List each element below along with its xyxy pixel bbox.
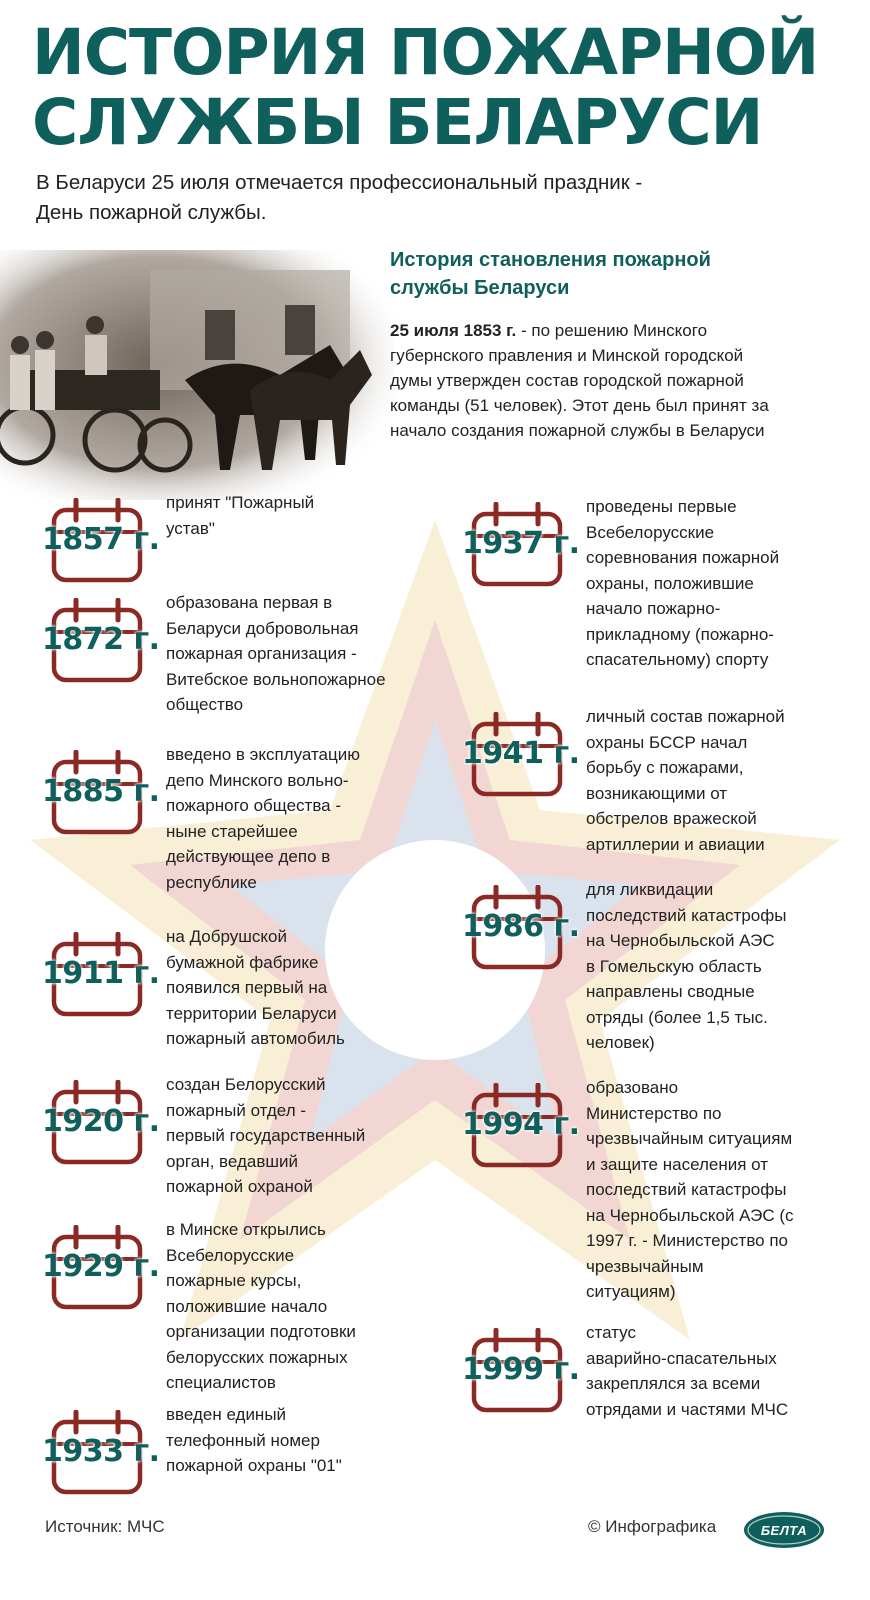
event-year: 1920 г. bbox=[42, 1104, 160, 1139]
event-year: 1994 г. bbox=[462, 1107, 580, 1142]
event-year: 1857 г. bbox=[42, 522, 160, 557]
event-description bbox=[586, 1075, 826, 1305]
event-description-line: появился первый на bbox=[166, 978, 328, 997]
event-description-line: орган, ведавший bbox=[166, 1151, 298, 1171]
event-description-line: для ликвидации bbox=[586, 880, 714, 899]
event-description-line: белорусских пожарных bbox=[166, 1347, 348, 1367]
event-description-line: отряды (более 1,5 тыс. bbox=[586, 1007, 768, 1027]
event-description-line: первый государственный bbox=[166, 1126, 366, 1145]
event-description-line: на Добрушской bbox=[166, 927, 287, 946]
event-description-line: пожарной охраны "01" bbox=[166, 1456, 342, 1475]
event-description bbox=[586, 494, 826, 673]
event-description bbox=[166, 590, 436, 718]
lead-line-5: начало создания пожарной службы в Беларуси bbox=[390, 421, 765, 440]
event-description-line: положившие начало bbox=[166, 1296, 328, 1316]
event-description-line: республике bbox=[166, 872, 257, 892]
event-description-line: человек) bbox=[586, 1033, 655, 1052]
event-description-line: Витебское вольнопожарное bbox=[166, 669, 386, 689]
event-description-line: пожарной охраной bbox=[166, 1177, 313, 1196]
event-description-line: в Минске открылись bbox=[166, 1220, 326, 1239]
lead-paragraph bbox=[390, 318, 830, 443]
belta-logo bbox=[742, 1510, 826, 1550]
event-description-line: пожарного общества - bbox=[166, 796, 342, 815]
event-year: 1999 г. bbox=[462, 1352, 580, 1387]
lead-date: 25 июля 1853 г. bbox=[390, 321, 517, 340]
event-description-line: устав" bbox=[166, 518, 215, 538]
event-year: 1941 г. bbox=[462, 736, 580, 771]
event-description-line: на Чернобыльской АЭС (с bbox=[586, 1205, 794, 1225]
event-description-line: бумажной фабрике bbox=[166, 952, 319, 972]
event-description bbox=[166, 490, 436, 541]
event-year: 1937 г. bbox=[462, 526, 580, 561]
event-description bbox=[166, 1072, 436, 1200]
event-year: 1986 г. bbox=[462, 909, 580, 944]
event-year: 1929 г. bbox=[42, 1249, 160, 1284]
event-description-line: пожарный автомобиль bbox=[166, 1029, 345, 1048]
event-description-line: Министерство по bbox=[586, 1103, 722, 1123]
subtitle-line-2: службы Беларуси bbox=[390, 277, 570, 299]
event-description-line: введен единый bbox=[166, 1405, 287, 1424]
event-description-line: действующее депо в bbox=[166, 847, 331, 866]
event-description-line: проведены первые bbox=[586, 497, 737, 516]
section-subtitle bbox=[390, 246, 810, 302]
lead-line-3: думы утвержден состав городской пожарной bbox=[390, 371, 744, 390]
event-description-line: на Чернобыльской АЭС bbox=[586, 931, 775, 950]
event-description-line: личный состав пожарной bbox=[586, 707, 785, 726]
event-description-line: артиллерии и авиации bbox=[586, 834, 765, 854]
lead-line-1 bbox=[390, 318, 830, 343]
event-description-line: статус bbox=[586, 1323, 636, 1342]
event-description-line: прикладному (пожарно- bbox=[586, 624, 774, 644]
event-description-line: 1997 г. - Министерство по bbox=[586, 1231, 789, 1250]
event-description-line: образовано bbox=[586, 1078, 679, 1097]
event-description-line: и защите населения от bbox=[586, 1154, 769, 1174]
event-year: 1933 г. bbox=[42, 1434, 160, 1469]
historic-fire-brigade-photo bbox=[0, 250, 395, 500]
event-description-line: закреплялся за всеми bbox=[586, 1374, 761, 1393]
event-description-line: спасательному) спорту bbox=[586, 650, 769, 669]
event-description-line: принят "Пожарный bbox=[166, 493, 315, 512]
event-description-line: отрядами и частями МЧС bbox=[586, 1399, 789, 1419]
event-description-line: Всебелорусские bbox=[166, 1245, 295, 1265]
logo-text: БЕЛТА bbox=[760, 1522, 808, 1538]
title-line-1: ИСТОРИЯ ПОЖАРНОЙ bbox=[32, 16, 819, 89]
title-line-2: СЛУЖБЫ БЕЛАРУСИ bbox=[32, 86, 763, 159]
event-description-line: начало пожарно- bbox=[586, 599, 721, 618]
event-description-line: телефонный номер bbox=[166, 1430, 320, 1450]
event-description-line: образована первая в bbox=[166, 593, 333, 612]
event-description-line: специалистов bbox=[166, 1373, 276, 1392]
event-description bbox=[166, 1217, 436, 1396]
event-description-line: возникающими от bbox=[586, 783, 728, 803]
event-description-line: территории Беларуси bbox=[166, 1003, 337, 1023]
event-description-line: аварийно-спасательных bbox=[586, 1348, 777, 1368]
intro-line-2: День пожарной службы. bbox=[36, 201, 267, 224]
event-description-line: охраны, положившие bbox=[586, 573, 754, 593]
event-description-line: в Гомельскую область bbox=[586, 956, 762, 976]
event-year: 1872 г. bbox=[42, 622, 160, 657]
event-description-line: охраны БССР начал bbox=[586, 732, 748, 752]
event-description-line: пожарный отдел - bbox=[166, 1100, 306, 1120]
event-description-line: обстрелов вражеской bbox=[586, 809, 757, 828]
event-description-line: направлены сводные bbox=[586, 982, 755, 1001]
event-description bbox=[586, 877, 826, 1056]
event-description-line: Беларуси добровольная bbox=[166, 618, 359, 638]
page-title bbox=[32, 18, 852, 158]
event-year: 1885 г. bbox=[42, 774, 160, 809]
event-description bbox=[166, 742, 436, 895]
event-description-line: ситуациям) bbox=[586, 1282, 676, 1301]
event-description bbox=[166, 924, 436, 1052]
event-description-line: чрезвычайным bbox=[586, 1256, 704, 1276]
intro-text bbox=[36, 168, 796, 228]
event-description-line: Всебелорусские bbox=[586, 522, 715, 542]
event-description-line: введено в эксплуатацию bbox=[166, 745, 360, 764]
event-description-line: организации подготовки bbox=[166, 1322, 356, 1341]
lead-line-4: команды (51 человек). Этот день был принят за bbox=[390, 396, 769, 415]
source-credit: Источник: МЧС bbox=[45, 1517, 165, 1536]
lead-line-1-text: - по решению Минского bbox=[516, 321, 708, 340]
event-description bbox=[166, 1402, 436, 1479]
event-description-line: последствий катастрофы bbox=[586, 1180, 787, 1199]
lead-line-2: губернского правления и Минской городской bbox=[390, 346, 744, 365]
event-description-line: соревнования пожарной bbox=[586, 548, 780, 567]
event-description-line: пожарная организация - bbox=[166, 644, 357, 663]
event-description-line: создан Белорусский bbox=[166, 1075, 326, 1094]
event-description-line: борьбу с пожарами, bbox=[586, 758, 744, 777]
event-description bbox=[586, 1320, 826, 1422]
infographic-credit: © Инфографика bbox=[588, 1517, 717, 1536]
event-year: 1911 г. bbox=[42, 956, 160, 991]
event-description-line: последствий катастрофы bbox=[586, 905, 787, 925]
event-description bbox=[586, 704, 826, 857]
event-description-line: депо Минского вольно- bbox=[166, 770, 349, 790]
event-description-line: ныне старейшее bbox=[166, 821, 298, 841]
event-description-line: общество bbox=[166, 695, 244, 714]
intro-line-1: В Беларуси 25 июля отмечается профессиональный праздник - bbox=[36, 171, 643, 194]
subtitle-line-1: История становления пожарной bbox=[390, 249, 711, 271]
event-description-line: пожарные курсы, bbox=[166, 1271, 302, 1290]
event-description-line: чрезвычайным ситуациям bbox=[586, 1129, 793, 1148]
